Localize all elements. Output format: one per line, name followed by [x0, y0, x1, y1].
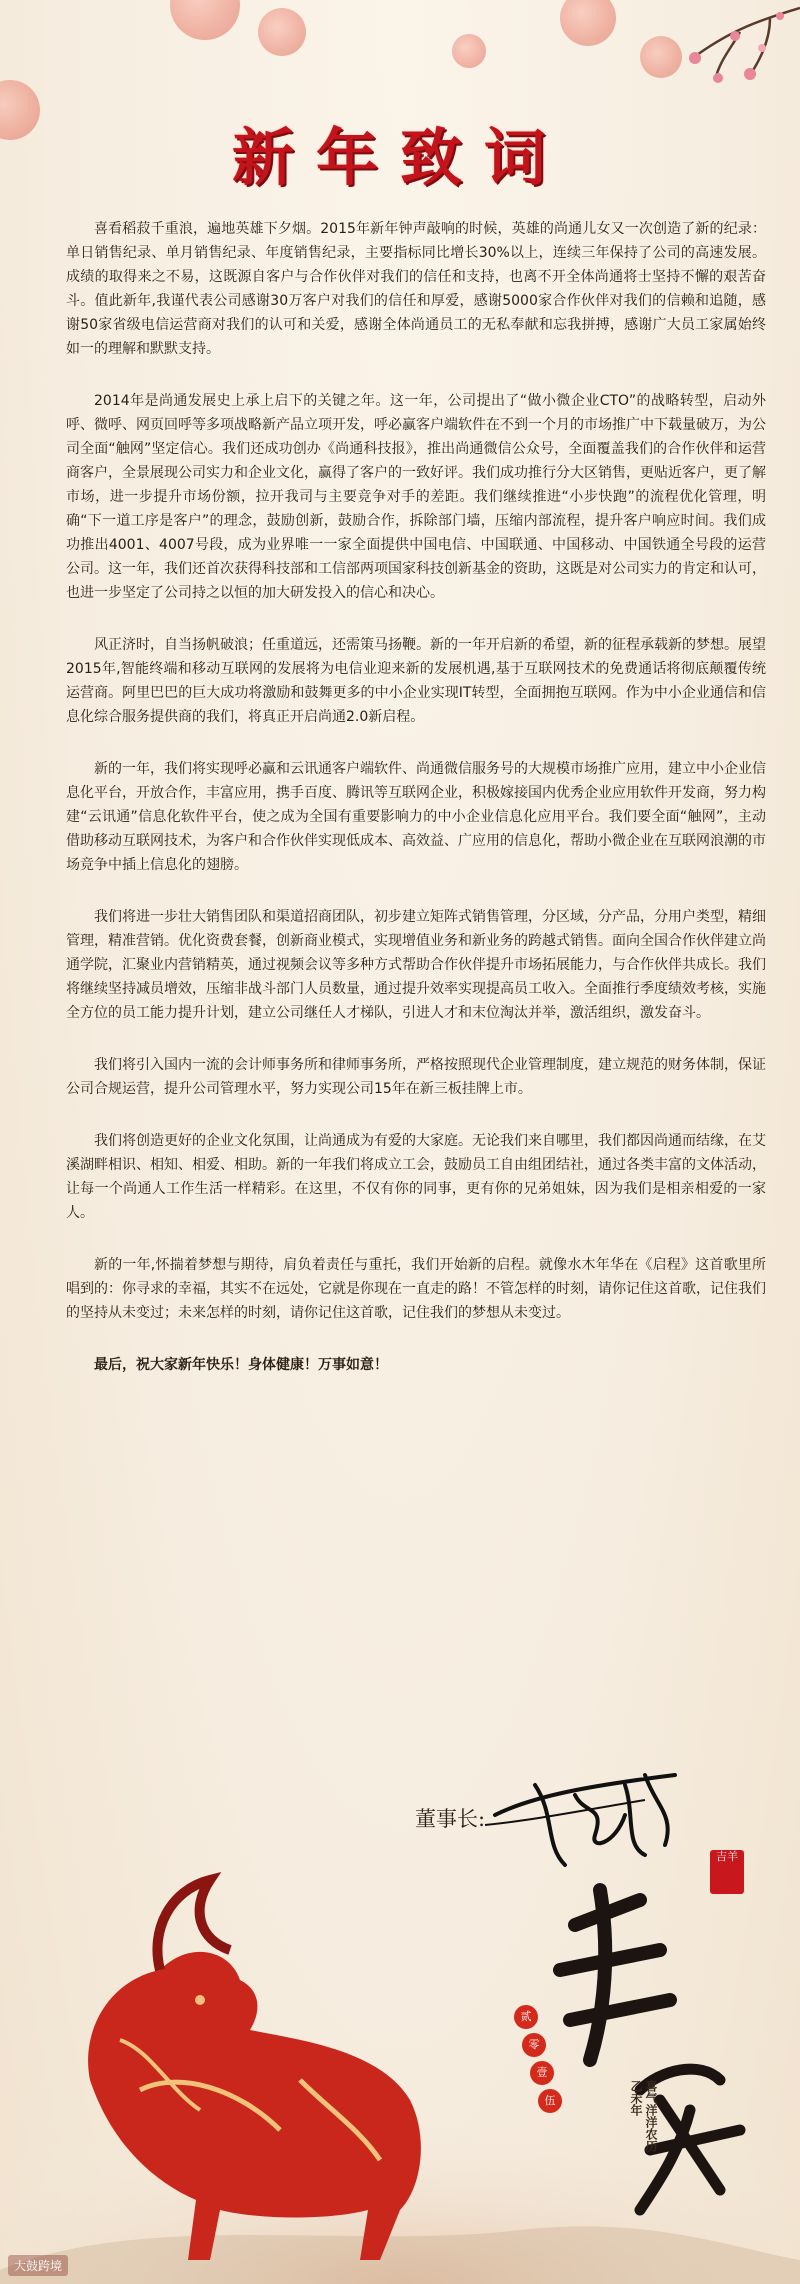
year-seal: 壹 [530, 2061, 554, 2085]
stamp-text: 吉羊 [716, 1850, 738, 1863]
letter-body [66, 217, 766, 1377]
lantern-decoration [170, 0, 240, 40]
watermark: 大鼓跨境 [8, 2255, 68, 2276]
paragraph: 我们将进一步壮大销售团队和渠道招商团队，初步建立矩阵式销售管理，分区域，分产品，分用户类型，精细管理，精准营销。优化资费套餐，创新商业模式，实现增值业务和新业务的跨越式销售。面向全国合作伙伴建立尚通学院，汇聚业内营销精英，通过视频会议等多种方式帮助合作伙伴提升市场拓展能力，与合作伙伴共成长。我们将继续坚持减员增效，压缩非战斗部门人员数量，通过提升效率实现提高员工收入。全面推行季度绩效考核，实施全方位的员工能力提升计划，建立公司继任人才梯队，引进人才和末位淘汰并举，激活组织，激发奋斗。 [66, 909, 766, 1021]
lunar-year-caption: 喜气洋洋农历乙未年 [629, 2080, 658, 2152]
year-seal: 零 [522, 2033, 546, 2057]
chairman-label: 董事长: [415, 1807, 486, 1831]
paragraph: 2014年是尚通发展史上承上启下的关键之年。这一年，公司提出了“做小微企业CTO”的战略转型，启动外呼、微呼、网页回呼等多项战略新产品立项开发，呼必赢客户端软件在不到一个月的市场推广中下载量破万，为公司全面“触网”坚定信心。我们还成功创办《尚通科技报》，推出尚通微信公众号，全面覆盖我们的合作伙伴和运营商客户，全景展现公司实力和企业文化，赢得了客户的一致好评。我们成功推行分大区销售，更贴近客户，更了解市场，进一步提升市场份额，拉开我司与主要竞争对手的差距。我们继续推进“小步快跑”的流程优化管理，明确“下一道工序是客户”的理念，鼓励创新，鼓励合作，拆除部门墙，压缩内部流程，提升客户响应时间。我们成功推出4001、4007号段，成为业界唯一一家全面提供中国电信、中国联通、中国移动、中国铁通全号段的运营公司。这一年，我们还首次获得科技部和工信部两项国家科技创新基金的资助，这既是对公司实力的肯定和认可，也进一步坚定了公司持之以恒的加大研发投入的信心和决心。 [66, 393, 766, 601]
paragraph: 风正济时，自当扬帆破浪；任重道远，还需策马扬鞭。新的一年开启新的希望，新的征程承载新的梦想。展望2015年,智能终端和移动互联网的发展将为电信业迎来新的发展机遇,基于互联网技术的免费通话将彻底颠覆传统运营商。阿里巴巴的巨大成功将激励和鼓舞更多的中小企业实现IT转型，全面拥抱互联网。作为中小企业通信和信息化综合服务提供商的我们，将真正开启尚通2.0新启程。 [66, 637, 766, 725]
lantern-decoration [560, 0, 616, 46]
paragraph: 新的一年，我们将实现呼必赢和云讯通客户端软件、尚通微信服务号的大规模市场推广应用，建立中小企业信息化平台，开放合作，丰富应用，携手百度、腾讯等互联网企业，积极嫁接国内优秀企业应用软件开发商，努力构建“云讯通”信息化软件平台，使之成为全国有重要影响力的中小企业信息化应用平台。我们要全面“触网”，主动借助移动互联网技术，为客户和合作伙伴实现低成本、高效益、广应用的信息化，帮助小微企业在互联网浪潮的市场竞争中插上信息化的翅膀。 [66, 761, 766, 873]
year-seal: 贰 [514, 2005, 538, 2029]
paragraph: 喜看稻菽千重浪，遍地英雄下夕烟。2015年新年钟声敲响的时候，英雄的尚通儿女又一次创造了新的纪录：单日销售纪录、单月销售纪录、年度销售纪录，主要指标同比增长30%以上，连续三年保持了公司的高速发展。成绩的取得来之不易，这既源自客户与合作伙伴对我们的信任和支持，也离不开全体尚通将士坚持不懈的艰苦奋斗。值此新年,我谨代表公司感谢30万客户对我们的信任和厚爱，感谢5000家合作伙伴对我们的信赖和追随，感谢50家省级电信运营商对我们的认可和关爱，感谢全体尚通员工的无私奉献和忘我拼搏，感谢广大员工家属始终如一的理解和默默支持。 [66, 221, 766, 357]
closing-wishes: 最后，祝大家新年快乐！身体健康！万事如意！ [94, 1357, 388, 1373]
paragraph: 新的一年,怀揣着梦想与期待，肩负着责任与重托，我们开始新的启程。就像水木年华在《启程》这首歌里所唱到的：你寻求的幸福，其实不在远处，它就是你现在一直走的路！不管怎样的时刻，请你记住这首歌，记住我们的坚持从未变过；未来怎样的时刻，请你记住这首歌，记住我们的梦想从未变过。 [66, 1257, 766, 1321]
paragraph: 我们将引入国内一流的会计师事务所和律师事务所，严格按照现代企业管理制度，建立规范的财务体制，保证公司合规运营，提升公司管理水平，努力实现公司15年在新三板挂牌上市。 [66, 1057, 766, 1097]
plum-blossom-branch [620, 0, 800, 110]
goat-illustration-scene [0, 1830, 800, 2284]
red-seal-stamp [710, 1850, 744, 1894]
paragraph: 我们将创造更好的企业文化氛围，让尚通成为有爱的大家庭。无论我们来自哪里，我们都因尚通而结缘，在艾溪湖畔相识、相知、相爱、相助。新的一年我们将成立工会，鼓励员工自由组团结社，通过各类丰富的文体活动，让每一个尚通人工作生活一样精彩。在这里，不仅有你的同事，更有你的兄弟姐妹，因为我们是相亲相爱的一家人。 [66, 1133, 766, 1221]
page-title: 新年致词 [231, 121, 568, 194]
lantern-decoration [258, 8, 306, 56]
lantern-decoration [452, 34, 486, 68]
year-seal: 伍 [538, 2089, 562, 2113]
